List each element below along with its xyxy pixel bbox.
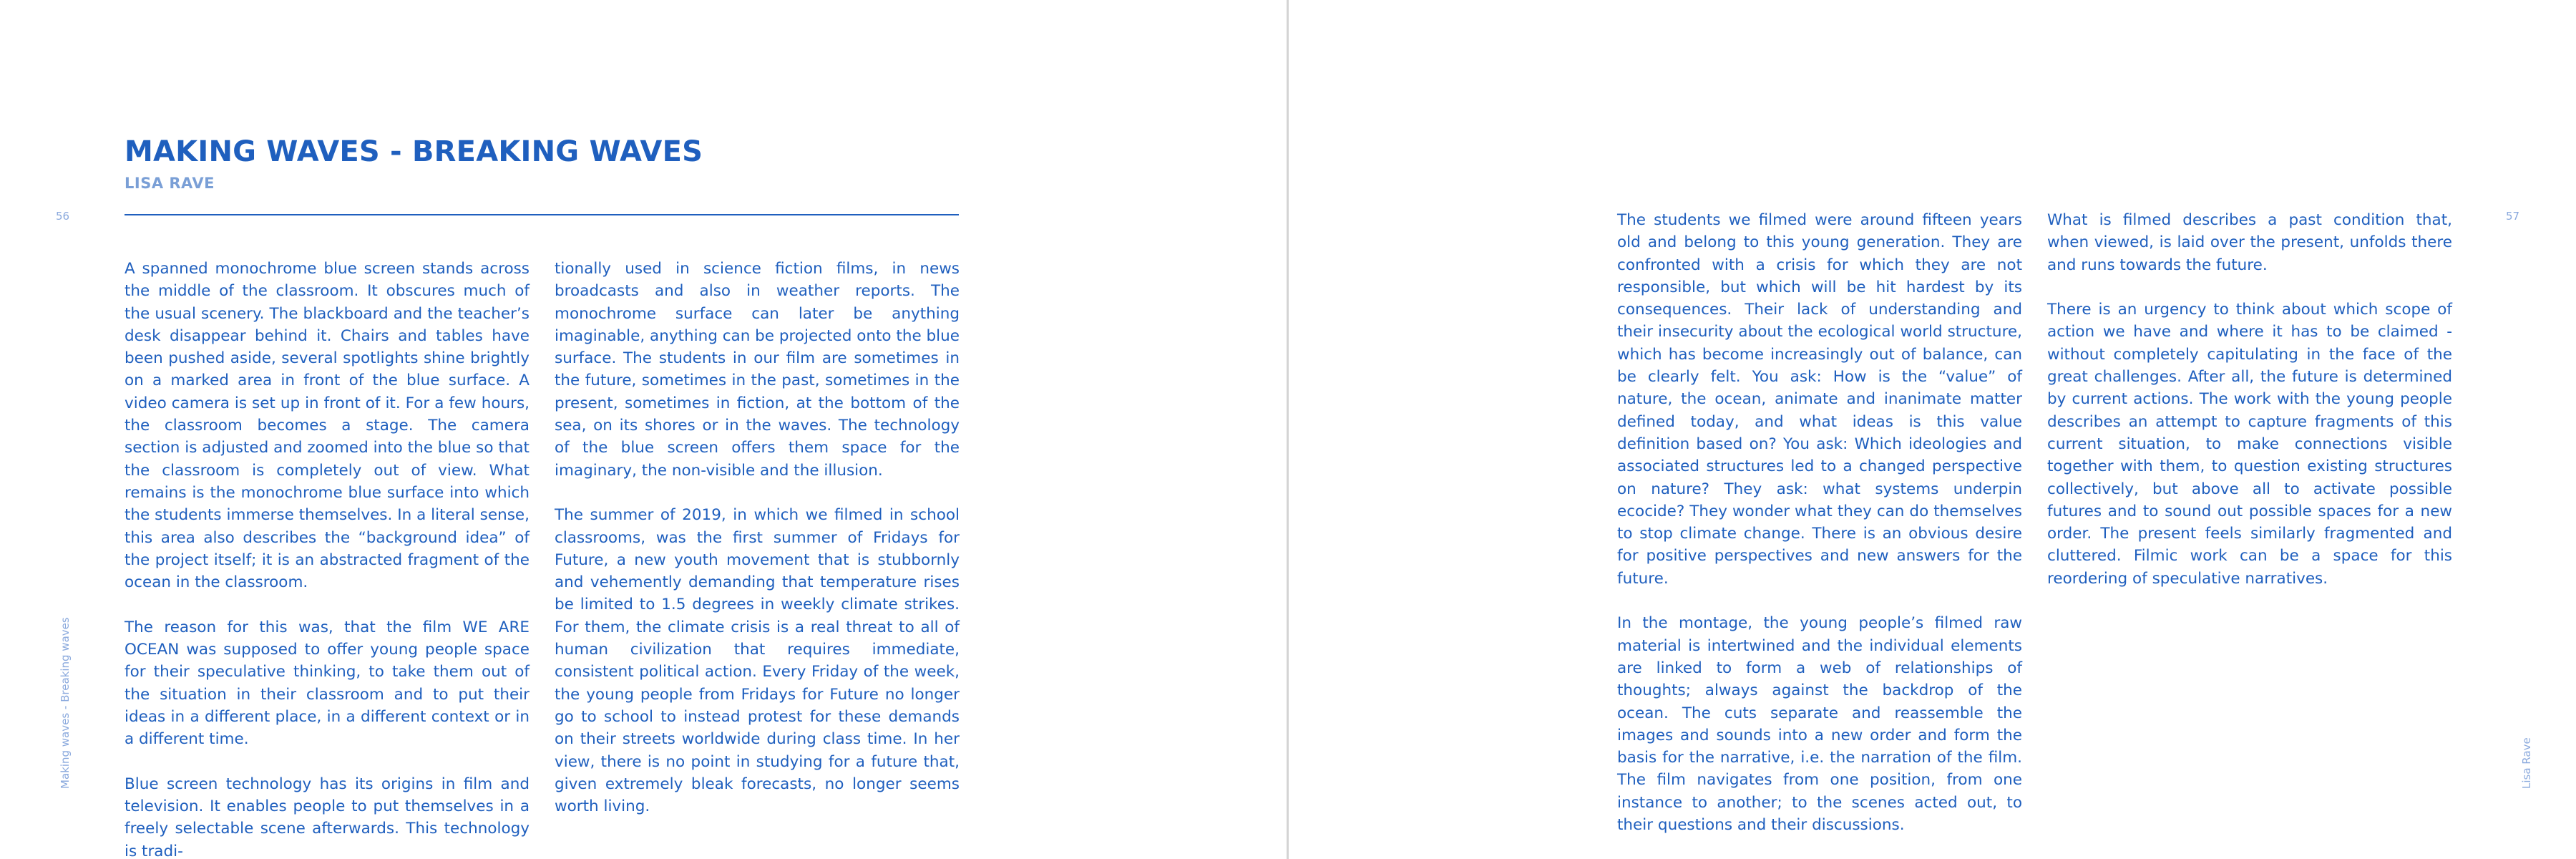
article-author: LISA RAVE <box>125 175 215 192</box>
article-title: MAKING WAVES - BREAKING WAVES <box>125 135 703 168</box>
paragraph: The reason for this was, that the film WE ARE OCEAN was supposed to offer young people space for their speculative thinking, to take them out of the situation in their classroom and to put their ideas in a different place, in a different context or in a different time. <box>125 618 530 749</box>
paragraph: A spanned monochrome blue screen stands across the middle of the classroom. It obscures much of the usual scenery. The blackboard and the teacher’s desk disappear behind it. Chairs and tables have been pushed aside, several spotlights shine brightly on a marked area in front of the blue surface. A video camera is set up in front of it. For a few hours, the classroom becomes a stage. The camera section is adjusted and zoomed into the blue so that the classroom is completely out of view. What remains is the monochrome blue surface into which the students immerse themselves. In a literal sense, this area also describes the “background idea” of the project itself; it is an abstracted fragment of the ocean in the classroom. <box>125 260 530 592</box>
text-column-3 <box>1617 209 2022 836</box>
text-column-1 <box>125 258 530 859</box>
text-column-2 <box>555 258 960 817</box>
paragraph: tionally used in science fiction films, in news broadcasts and also in weather reports. The monochrome surface can later be anything imaginable, anything can be projected onto the blue surface. The students in our film are sometimes in the future, sometimes in the past, sometimes in the present, sometimes in fiction, at the bottom of the sea, on its shores or in the waves. The technology of the blue screen offers them space for the imaginary, the non-visible and the illusion. <box>555 260 960 480</box>
paragraph: What is filmed describes a past condition that, when viewed, is laid over the present, unfolds there and runs towards the future. <box>2047 211 2452 274</box>
paragraph: The students we filmed were around fifteen years old and belong to this young generation. They are confronted with a crisis for which they are not responsible, but which will be hit hardest by its consequences. Their lack of understanding and their insecurity about the ecological world structure, which has become increasingly out of balance, can be clearly felt. You ask: How is the “value” of nature, the ocean, animate and inanimate matter defined today, and what ideas is this value definition based on? You ask: Which ideologies and associated structures led to a changed perspective on nature? They ask: what systems underpin ecocide? They wonder what they can do themselves to stop climate change. There is an obvious desire for positive perspectives and new answers for the future. <box>1617 211 2022 588</box>
running-head-left: Making waves - Breaking waves <box>59 617 72 789</box>
page-number-right: 57 <box>2506 210 2520 223</box>
paragraph: Blue screen technology has its origins in film and television. It enables people to put themselves in a freely selectable scene afterwards. This technology is tradi- <box>125 775 530 859</box>
paragraph: There is an urgency to think about which scope of action we have and where it has to be claimed - without completely capitulating in the face of the great challenges. After all, the future is determined by current actions. The work with the young people describes an attempt to capture fragments of this current situation, to make connections visible together with them, to question existing structures collectively, but above all to activate possible futures and to sound out possible spaces for a new order. The present feels similarly fragmented and cluttered. Filmic work can be a space for this reordering of speculative narratives. <box>2047 301 2452 588</box>
title-rule <box>125 214 959 215</box>
paragraph: The summer of 2019, in which we filmed in school classrooms, was the first summer of Fridays for Future, a new youth movement that is stubbornly and vehemently demanding that temperature rises be limited to 1.5 degrees in weekly climate strikes. For them, the climate crisis is a real threat to all of human civilization that requires immediate, consistent political action. Every Friday of the week, the young people from Fridays for Future no longer go to school to instead protest for these demands on their streets worldwide during class time. In her view, there is no point in studying for a future that, given extremely bleak forecasts, no longer seems worth living. <box>555 506 960 816</box>
running-head-right: Lisa Rave <box>2520 737 2533 789</box>
spread-fold-divider <box>1287 0 1289 859</box>
text-column-4 <box>2047 209 2452 590</box>
paragraph: In the montage, the young people’s filmed raw material is intertwined and the individual elements are linked to form a web of relationships of thoughts; always against the backdrop of the ocean. The cuts separate and reassemble the images and sounds into a new order and form the basis for the narrative, i.e. the narration of the film. The film navigates from one position, from one instance to another; to the scenes acted out, to their questions and their discussions. <box>1617 614 2022 835</box>
page-number-left: 56 <box>56 210 70 223</box>
title-block <box>125 132 703 195</box>
